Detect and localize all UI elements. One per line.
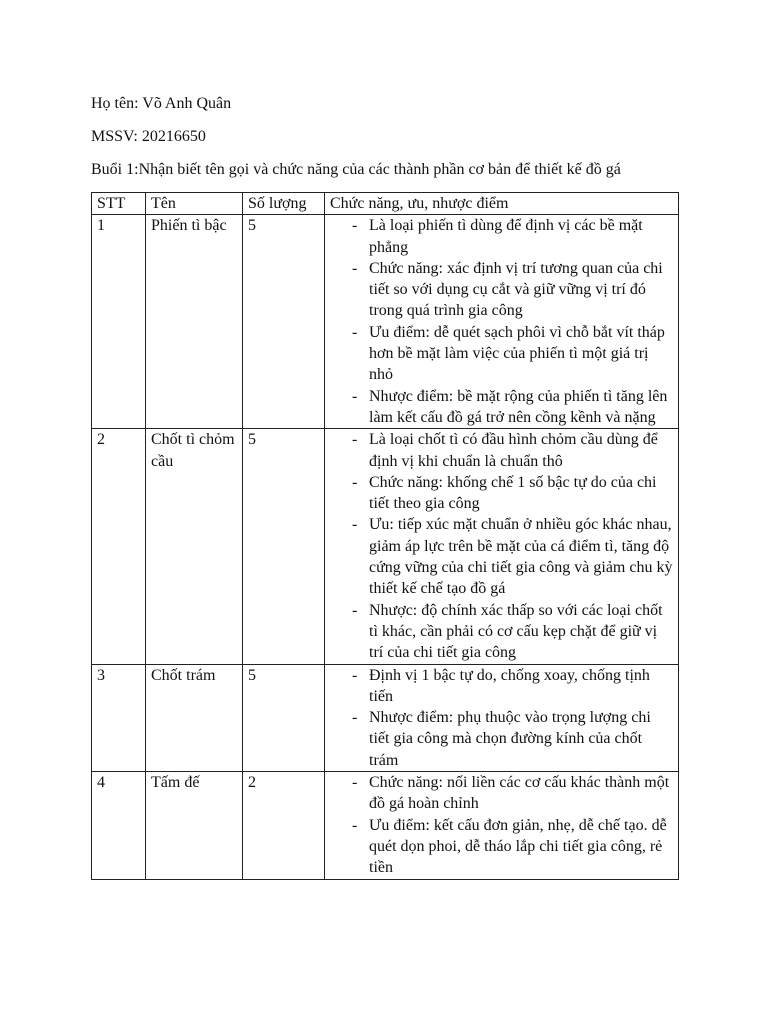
dash-bullet-icon: - — [352, 387, 358, 405]
row-name: Tấm đế — [146, 772, 243, 879]
bullet-item — [330, 665, 673, 708]
bullet-text: Là loại chốt tì có đầu hình chỏm cầu dùng để định vị khi chuẩn là chuẩn thô — [369, 431, 658, 470]
bullet-item — [330, 815, 673, 879]
bullet-text: Ưu điểm: dễ quét sạch phôi vì chỗ bắt vít tháp hơn bề mặt làm việc của phiến tì một giá trị nhỏ — [369, 323, 665, 384]
dash-bullet-icon: - — [352, 816, 358, 834]
header-quantity: Số lượng — [243, 193, 325, 215]
header-stt: STT — [92, 193, 146, 215]
dash-bullet-icon: - — [352, 666, 358, 684]
bullet-list — [330, 215, 673, 428]
bullet-text: Chức năng: khống chế 1 số bậc tự do của chi tiết theo gia công — [369, 473, 657, 513]
bullet-text: Là loại phiến tì dùng để định vị các bề mặt phẳng — [369, 217, 643, 256]
dash-bullet-icon: - — [352, 217, 358, 235]
header-description: Chức năng, ưu, nhược điểm — [325, 193, 679, 215]
row-name: Chốt tì chỏm cầu — [146, 429, 243, 664]
row-name: Phiến tì bậc — [146, 215, 243, 429]
header-name: Tên — [146, 193, 243, 215]
row-description — [325, 429, 679, 664]
dash-bullet-icon: - — [352, 774, 358, 792]
bullet-list — [330, 772, 673, 878]
bullet-item — [330, 707, 673, 771]
bullet-text: Nhược điểm: phụ thuộc vào trọng lượng chi tiết gia công mà chọn đường kính của chốt trám — [369, 709, 651, 769]
table-header-row — [92, 193, 679, 215]
dash-bullet-icon: - — [352, 259, 358, 277]
row-quantity: 2 — [243, 772, 325, 879]
session-title: Buổi 1:Nhận biết tên gọi và chức năng của các thành phần cơ bản để thiết kế đồ gá — [91, 161, 621, 178]
table-row — [92, 215, 679, 429]
row-description — [325, 215, 679, 429]
row-quantity: 5 — [243, 215, 325, 429]
bullet-item — [330, 429, 673, 472]
table-row — [92, 664, 679, 771]
row-quantity: 5 — [243, 664, 325, 771]
student-name-line: Họ tên: Võ Anh Quân — [91, 95, 232, 112]
dash-bullet-icon: - — [352, 323, 358, 341]
components-table — [91, 192, 679, 880]
dash-bullet-icon: - — [352, 431, 358, 449]
bullet-item — [330, 472, 673, 515]
bullet-item — [330, 772, 673, 815]
dash-bullet-icon: - — [352, 709, 358, 727]
bullet-item — [330, 258, 673, 322]
bullet-list — [330, 429, 673, 663]
bullet-list — [330, 665, 673, 771]
bullet-item — [330, 215, 673, 258]
row-description — [325, 664, 679, 771]
row-name: Chốt trám — [146, 664, 243, 771]
row-stt: 2 — [92, 429, 146, 664]
bullet-item — [330, 600, 673, 664]
table-row — [92, 772, 679, 879]
bullet-text: Nhược: độ chính xác thấp so với các loại chốt tì khác, cần phải có cơ cấu kẹp chặt để giữ vị trí của chi tiết gia công — [369, 601, 663, 662]
bullet-item — [330, 386, 673, 429]
dash-bullet-icon: - — [352, 601, 358, 619]
bullet-text: Ưu: tiếp xúc mặt chuẩn ở nhiều góc khác nhau, giảm áp lực trên bề mặt của cá điểm tì, tăng độ cứng vững của chi tiết gia công và giảm chu kỳ thiết kế chế tạo đồ gá — [369, 516, 673, 598]
row-stt: 1 — [92, 215, 146, 429]
dash-bullet-icon: - — [352, 473, 358, 491]
bullet-text: Định vị 1 bậc tự do, chống xoay, chống tịnh tiến — [369, 666, 650, 705]
dash-bullet-icon: - — [352, 516, 358, 534]
bullet-item — [330, 514, 673, 599]
bullet-text: Ưu điểm: kết cấu đơn giản, nhẹ, dễ chế tạo. dễ quét dọn phoi, dễ tháo lắp chi tiết gia công, rẻ tiền — [369, 816, 667, 877]
bullet-text: Chức năng: nối liền các cơ cấu khác thành một đồ gá hoàn chỉnh — [369, 774, 670, 813]
bullet-text: Nhược điểm: bề mặt rộng của phiến tì tăng lên làm kết cấu đồ gá trở nên cồng kềnh và nặng — [369, 387, 668, 426]
row-quantity: 5 — [243, 429, 325, 664]
row-stt: 3 — [92, 664, 146, 771]
bullet-text: Chức năng: xác định vị trí tương quan của chi tiết so với dụng cụ cắt và giữ vững vị trí đó trong quá trình gia công — [369, 259, 663, 320]
row-description — [325, 772, 679, 879]
student-id-line: MSSV: 20216650 — [91, 128, 206, 145]
table-row — [92, 429, 679, 664]
row-stt: 4 — [92, 772, 146, 879]
bullet-item — [330, 322, 673, 386]
